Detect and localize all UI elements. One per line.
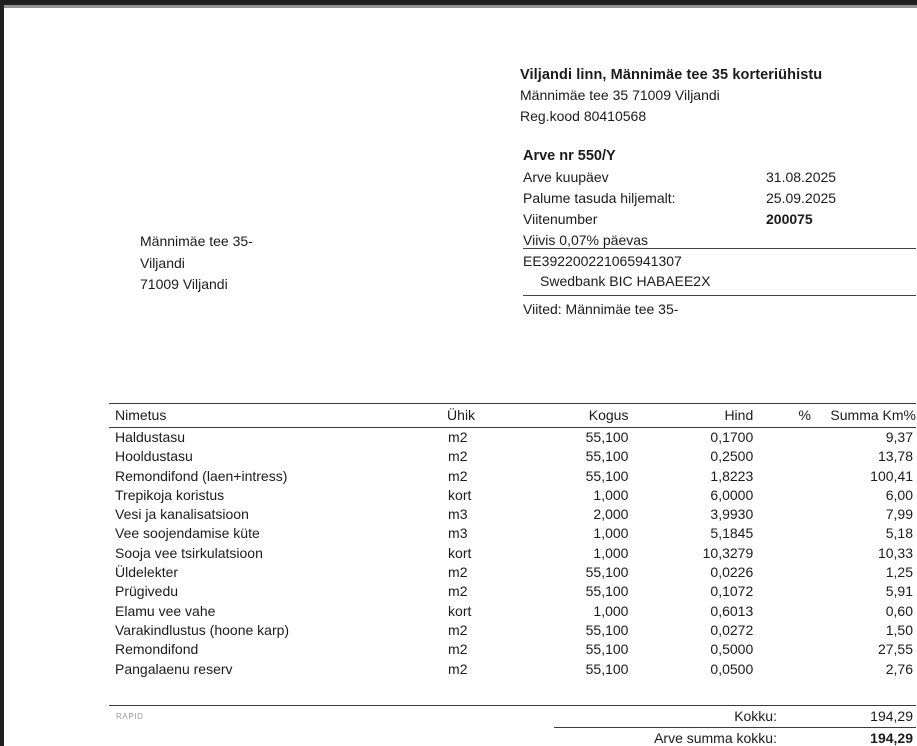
invoice-meta-block	[523, 145, 917, 251]
table-row	[109, 602, 916, 621]
cell-unit: m2	[448, 641, 468, 658]
cell-pct	[753, 621, 811, 640]
cell-qty: 55,100	[585, 660, 629, 677]
cell-price: 0,6013	[710, 602, 754, 619]
cell-unit: m3	[448, 525, 468, 542]
cell-name: Haldustasu	[115, 429, 186, 445]
recipient-line-2: Viljandi	[140, 254, 185, 271]
cell-name: Varakindlustus (hoone karp)	[115, 621, 290, 638]
subtotal-label: Kokku:	[734, 708, 777, 724]
cell-sum: 27,55	[877, 641, 913, 658]
column-header-pct: %	[753, 404, 811, 428]
invoice-penalty-text: Viivis 0,07% päevas	[523, 232, 649, 248]
cell-sum: 6,00	[885, 486, 913, 503]
invoice-due-row	[523, 188, 917, 209]
cell-unit: kort	[448, 602, 472, 619]
cell-price: 0,1072	[710, 583, 754, 600]
cell-pct	[753, 582, 811, 601]
cell-name: Remondifond	[115, 641, 199, 658]
cell-pct	[753, 563, 811, 582]
cell-price: 0,0500	[710, 660, 754, 677]
cell-name: Remondifond (laen+intress)	[115, 467, 288, 484]
cell-unit: m3	[448, 506, 468, 523]
cell-sum: 2,76	[885, 660, 913, 677]
grand-total-label: Arve summa kokku:	[654, 730, 777, 746]
invoice-due-value: 25.09.2025	[766, 190, 837, 206]
reference-note: Viited: Männimäe tee 35-	[523, 301, 679, 317]
cell-qty: 1,000	[593, 544, 629, 561]
invoice-reference-row	[523, 209, 917, 230]
cell-price: 1,8223	[710, 467, 754, 484]
cell-sum: 5,18	[885, 525, 913, 542]
cell-qty: 55,100	[585, 467, 629, 484]
recipient-line-1: Männimäe tee 35-	[140, 233, 253, 249]
cell-unit: m2	[448, 564, 468, 581]
line-items-table	[109, 403, 916, 679]
cell-sum: 100,41	[870, 467, 913, 484]
issuer-reg-code: Reg.kood 80410568	[520, 108, 647, 124]
cell-qty: 55,100	[585, 583, 629, 600]
cell-qty: 55,100	[585, 429, 629, 445]
cell-unit: m2	[448, 448, 468, 465]
cell-unit: kort	[448, 544, 472, 561]
cell-qty: 55,100	[585, 564, 629, 581]
cell-sum: 1,25	[885, 564, 913, 581]
cell-name: Vesi ja kanalisatsioon	[115, 506, 249, 523]
table-row	[109, 486, 916, 505]
issuer-block	[520, 65, 917, 127]
column-header-sum: Summa Km%	[811, 404, 916, 428]
cell-pct	[753, 467, 811, 486]
line-items-body	[109, 428, 916, 679]
cell-name: Elamu vee vahe	[115, 602, 216, 619]
issuer-name: Viljandi linn, Männimäe tee 35 korteriühistu	[520, 67, 823, 83]
grand-total-row	[109, 728, 916, 746]
cell-name: Prügivedu	[115, 583, 179, 600]
grand-total-value: 194,29	[870, 730, 913, 746]
column-header-qty: Kogus	[531, 404, 638, 428]
cell-unit: m2	[448, 467, 468, 484]
column-header-name: Nimetus	[109, 404, 447, 428]
cell-price: 0,0272	[710, 621, 754, 638]
cell-qty: 1,000	[593, 486, 629, 503]
scan-edge-top	[4, 5, 917, 8]
cell-price: 0,5000	[710, 641, 754, 658]
invoice-date-row	[523, 167, 917, 188]
table-header-row	[109, 404, 916, 428]
invoice-reference-label: Viitenumber	[523, 211, 598, 227]
column-header-unit: Ühik	[447, 404, 531, 428]
table-row	[109, 640, 916, 659]
cell-pct	[753, 602, 811, 621]
table-row	[109, 582, 916, 601]
subtotal-value: 194,29	[870, 708, 913, 724]
cell-price: 0,0226	[710, 564, 754, 581]
invoice-date-value: 31.08.2025	[766, 169, 837, 185]
column-header-price: Hind	[638, 404, 753, 428]
cell-qty: 55,100	[585, 448, 629, 465]
cell-price: 0,2500	[710, 448, 754, 465]
cell-pct	[753, 505, 811, 524]
recipient-line-3: 71009 Viljandi	[140, 276, 228, 292]
issuer-address: Männimäe tee 35 71009 Viljandi	[520, 87, 720, 103]
cell-pct	[753, 524, 811, 543]
cell-sum: 13,78	[877, 448, 913, 465]
cell-sum: 9,37	[885, 429, 913, 445]
cell-unit: m2	[448, 621, 468, 638]
table-row	[109, 428, 916, 448]
cell-pct	[753, 428, 811, 448]
bank-iban: EE392200221065941307	[523, 253, 682, 269]
bank-details-block	[523, 248, 916, 296]
cell-pct	[753, 447, 811, 466]
invoice-date-label: Arve kuupäev	[523, 169, 609, 185]
cell-pct	[753, 544, 811, 563]
cell-sum: 0,60	[885, 602, 913, 619]
cell-unit: kort	[448, 486, 472, 503]
invoice-reference-value: 200075	[766, 211, 813, 227]
rapid-watermark: RAPID	[116, 712, 144, 721]
cell-name: Üldelekter	[115, 564, 179, 581]
cell-sum: 7,99	[885, 506, 913, 523]
table-row	[109, 467, 916, 486]
recipient-block	[140, 231, 440, 296]
cell-name: Hooldustasu	[115, 448, 193, 465]
cell-qty: 2,000	[593, 506, 629, 523]
cell-qty: 1,000	[593, 602, 629, 619]
cell-pct	[753, 486, 811, 505]
cell-pct	[753, 640, 811, 659]
cell-sum: 1,50	[885, 621, 913, 638]
cell-name: Pangalaenu reserv	[115, 660, 233, 677]
table-row	[109, 447, 916, 466]
cell-qty: 55,100	[585, 641, 629, 658]
cell-unit: m2	[448, 660, 468, 677]
subtotal-row	[109, 706, 916, 727]
table-row	[109, 563, 916, 582]
cell-qty: 55,100	[585, 621, 629, 638]
invoice-due-label: Palume tasuda hiljemalt:	[523, 190, 676, 206]
table-row	[109, 621, 916, 640]
cell-price: 0,1700	[710, 429, 754, 445]
cell-price: 10,3279	[702, 544, 754, 561]
cell-qty: 1,000	[593, 525, 629, 542]
line-items-table-wrapper	[109, 403, 916, 679]
totals-block	[109, 705, 916, 746]
cell-unit: m2	[448, 583, 468, 600]
cell-sum: 5,91	[885, 583, 913, 600]
bank-bic: Swedbank BIC HABAEE2X	[540, 273, 711, 289]
cell-price: 3,9930	[710, 506, 754, 523]
invoice-number-title: Arve nr 550/Y	[523, 148, 616, 164]
cell-name: Trepikoja koristus	[115, 486, 225, 503]
cell-price: 5,1845	[710, 525, 754, 542]
table-row	[109, 660, 916, 679]
cell-pct	[753, 660, 811, 679]
cell-sum: 10,33	[877, 544, 913, 561]
cell-name: Sooja vee tsirkulatsioon	[115, 544, 263, 561]
table-row	[109, 544, 916, 563]
cell-unit: m2	[448, 429, 468, 445]
cell-name: Vee soojendamise küte	[115, 525, 260, 542]
cell-price: 6,0000	[710, 486, 754, 503]
table-row	[109, 524, 916, 543]
table-row	[109, 505, 916, 524]
